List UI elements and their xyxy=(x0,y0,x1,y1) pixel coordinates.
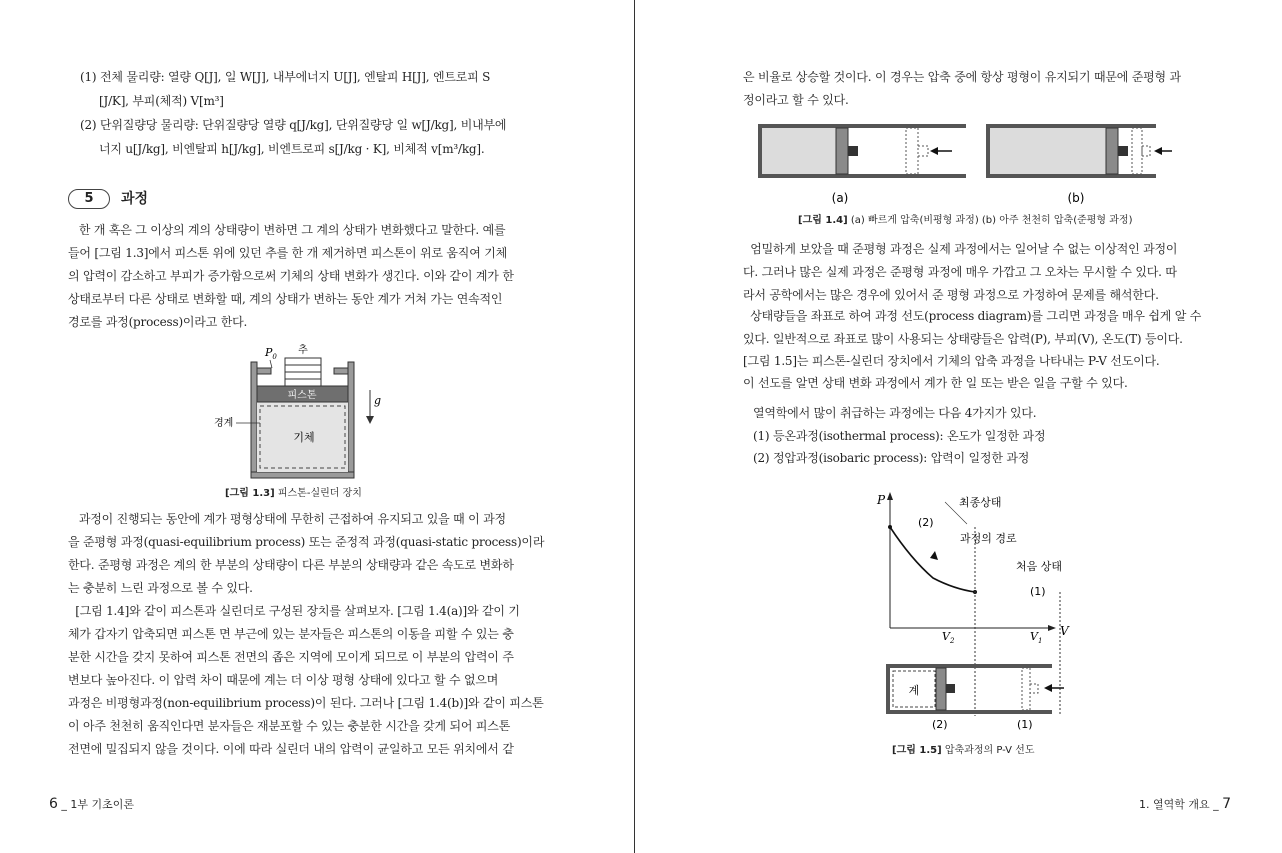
para3-line3: 분한 시간을 갖지 못하여 피스톤 전면의 좁은 지역에 모이게 되므로 이 부분의 압력이 주 xyxy=(68,650,514,664)
final-state-label: 최종상태 xyxy=(959,496,1002,509)
right-para2-line3: [그림 1.5]는 피스톤-실린더 장치에서 기체의 압축 과정을 나타내는 P-V 선도이다. xyxy=(743,354,1160,368)
v2-label: $V_2$ xyxy=(942,630,955,645)
initial-state-label: 처음 상태 xyxy=(1016,560,1063,573)
bottom-state-2-label: (2) xyxy=(932,718,948,731)
figure-1-4 xyxy=(756,120,1176,210)
gravity-label: g xyxy=(374,394,382,407)
process-arrow xyxy=(930,551,938,560)
figure-1-4-caption: [그림 1.4] (a) 빠르게 압축(비평형 과정) (b) 아주 천천히 압축(준평형 과정) xyxy=(798,215,1133,226)
path-label: 과정의 경로 xyxy=(960,532,1017,545)
right-para0-line2: 정이라고 할 수 있다. xyxy=(743,93,849,107)
right-para2-line2: 있다. 일반적으로 좌표로 많이 사용되는 상태량들은 압력(P), 부피(V), 온도(T) 등이다. xyxy=(743,332,1183,346)
list-item-2-line-1: (2) 단위질량당 물리량: 단위질량당 열량 q[J/kg], 단위질량당 일 w[J/kg], 비내부에 xyxy=(80,118,507,132)
right-list-item-1: (1) 등온과정(isothermal process): 온도가 일정한 과정 xyxy=(753,429,1046,443)
weight-label: 추 xyxy=(298,345,308,356)
state-2-point xyxy=(888,525,892,529)
stop-right xyxy=(334,368,348,374)
page-number-right: 7 xyxy=(1222,796,1232,812)
figure-1-4a-label: (a) xyxy=(831,191,849,205)
chapter-title: 1. 열역학 개요 xyxy=(1139,798,1210,811)
piston-label: 피스톤 xyxy=(287,390,317,401)
right-para2-line4: 이 선도를 알면 상태 변화 과정에서 계가 한 일 또는 받은 일을 구할 수 있다. xyxy=(743,376,1128,390)
section-title: 과정 xyxy=(121,191,149,207)
right-footer: 1. 열역학 개요 _ 7 xyxy=(1139,796,1232,812)
left-footer: 6 _ 1부 기초이론 xyxy=(49,796,135,812)
para3-line4: 변보다 높아진다. 이 압력 차이 때문에 계는 더 이상 평형 상태에 있다고 할 수 없으며 xyxy=(68,673,499,687)
figure-1-3 xyxy=(200,340,390,480)
list-item-1-line-2: [J/K], 부피(체적) V[m³] xyxy=(99,94,224,108)
right-para2-line1: 상태량들을 좌표로 하여 과정 선도(process diagram)를 그리면 과정을 매우 쉽게 알 수 xyxy=(750,309,1202,323)
figure-1-3-caption: [그림 1.3] 피스톤-실린더 장치 xyxy=(225,488,362,499)
para1-line2: 들어 [그림 1.3]에서 피스톤 위에 있던 추를 한 개 제거하면 피스톤이 위로 움직여 기체 xyxy=(68,246,507,260)
page-number-left: 6 xyxy=(49,796,58,812)
para3-line6: 이 아주 천천히 움직인다면 분자들은 재분포할 수 있는 충분한 시간을 갖게 되어 피스톤 xyxy=(68,719,511,733)
v1-label: $V_1$ xyxy=(1030,630,1043,645)
para3-line1: [그림 1.4]와 같이 피스톤과 실린더로 구성된 장치를 살펴보자. [그림 1.4(a)]와 같이 기 xyxy=(75,604,520,618)
part-title: 1부 기초이론 xyxy=(70,798,135,811)
v-axis-label: V xyxy=(1060,624,1069,638)
boundary-label: 경계 xyxy=(214,418,234,429)
para3-line2: 체가 갑자기 압축되면 피스톤 면 부근에 있는 분자들은 피스톤의 이동을 피할 수 있는 충 xyxy=(68,627,514,641)
list-item-1-line-1: (1) 전체 물리량: 열량 Q[J], 일 W[J], 내부에너지 U[J], 엔탈피 H[J], 엔트로피 S xyxy=(80,70,491,84)
para1-line4: 상태로부터 다른 상태로 변화할 때, 계의 상태가 변하는 동안 계가 거쳐 가는 연속적인 xyxy=(68,292,503,306)
state-1-label: (1) xyxy=(1030,585,1046,598)
right-para1-line1: 엄밀하게 보았을 때 준평형 과정은 실제 과정에서는 일어날 수 없는 이상적인 과정이 xyxy=(750,242,1178,256)
section-number: 5 xyxy=(68,189,110,209)
para1-line1: 한 개 혹은 그 이상의 계의 상태량이 변하면 그 계의 상태가 변화했다고 말한다. 예를 xyxy=(78,223,506,237)
stop-left xyxy=(257,368,271,374)
cylinder-left-wall xyxy=(251,362,257,478)
right-para1-line3: 라서 공학에서는 많은 경우에 있어서 준 평형 과정으로 가정하여 문제를 해석한다. xyxy=(743,288,1159,302)
right-page xyxy=(636,0,1282,853)
para1-line5: 경로를 과정(process)이라고 한다. xyxy=(68,315,248,329)
right-para0-line1: 은 비율로 상승할 것이다. 이 경우는 압축 중에 항상 평형이 유지되기 때문에 준평형 과 xyxy=(743,70,1181,84)
gas-label: 기체 xyxy=(293,431,315,444)
right-para1-line2: 다. 그러나 많은 실제 과정은 준평형 과정에 매우 가깝고 그 오차는 무시할 수 있다. 따 xyxy=(743,265,1177,279)
figure-1-4b xyxy=(986,124,1172,178)
bottom-state-1-label: (1) xyxy=(1017,718,1033,731)
system-label: 계 xyxy=(908,684,920,697)
figure-1-5 xyxy=(872,488,1112,738)
para2-line1: 과정이 진행되는 동안에 계가 평형상태에 무한히 근접하여 유지되고 있을 때 이 과정 xyxy=(78,512,506,526)
state-2-label: (2) xyxy=(918,516,934,529)
para3-line5: 과정은 비평형과정(non-equilibrium process)이 된다. 그러나 [그림 1.4(b)]와 같이 피스톤 xyxy=(68,696,544,710)
figure-1-4a xyxy=(758,124,966,178)
figure-1-5-caption: [그림 1.5] 압축과정의 P-V 선도 xyxy=(892,745,1035,756)
p0-label: $P_0$ xyxy=(265,346,277,361)
para2-line3: 한다. 준평형 과정은 계의 한 부분의 상태량이 다른 부분의 상태량과 같은 속도로 변화하 xyxy=(68,558,514,572)
cylinder-bottom xyxy=(251,472,354,478)
left-page xyxy=(0,0,634,853)
para2-line2: 을 준평형 과정(quasi-equilibrium process) 또는 준정적 과정(quasi-static process)이라 xyxy=(68,535,545,549)
cylinder-right-wall xyxy=(348,362,354,478)
figure-1-4b-label: (b) xyxy=(1067,191,1085,205)
p-axis-label: P xyxy=(877,493,886,507)
para1-line3: 의 압력이 감소하고 부피가 증가함으로써 기체의 상태 변화가 생긴다. 이와 같이 계가 한 xyxy=(68,269,514,283)
right-para3: 열역학에서 많이 취급하는 과정에는 다음 4가지가 있다. xyxy=(753,406,1037,420)
list-item-2-line-2: 너지 u[J/kg], 비엔탈피 h[J/kg], 비엔트로피 s[J/kg · K], 비체적 v[m³/kg]. xyxy=(99,142,485,156)
para2-line4: 는 충분히 느린 과정으로 볼 수 있다. xyxy=(68,581,253,595)
page-spine xyxy=(634,0,635,853)
para3-line7: 전면에 밀집되지 않을 것이다. 이에 따라 실린더 내의 압력이 균일하고 모든 위치에서 같 xyxy=(68,742,514,756)
right-list-item-2: (2) 정압과정(isobaric process): 압력이 일정한 과정 xyxy=(753,451,1030,465)
